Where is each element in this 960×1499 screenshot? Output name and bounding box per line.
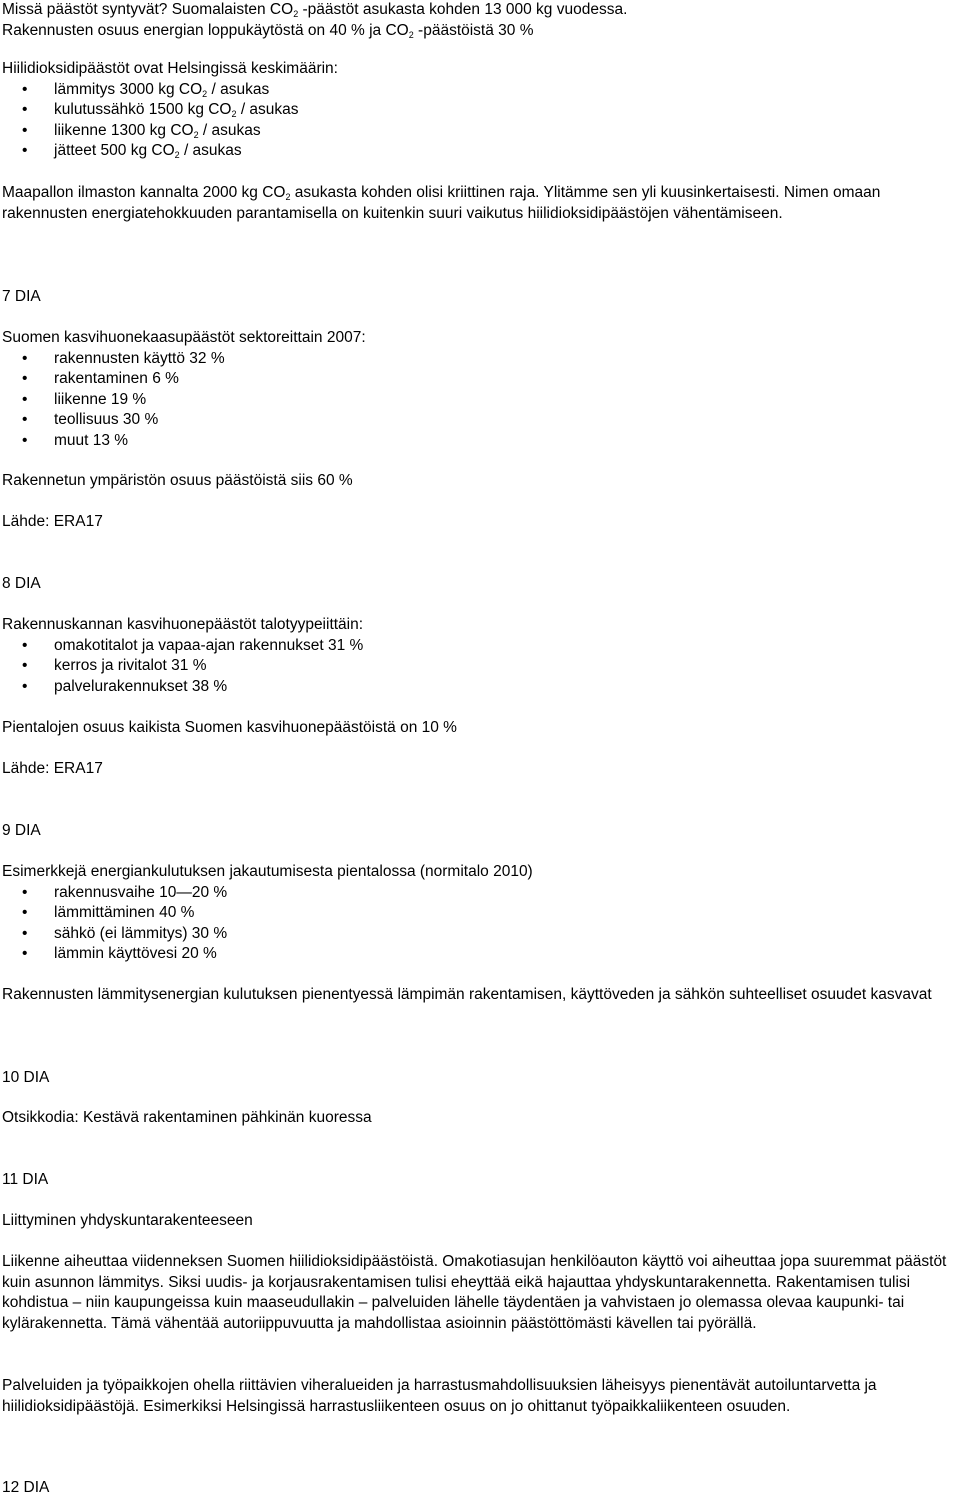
bullet-icon: • [22, 945, 28, 962]
bullet-icon: • [22, 80, 28, 98]
dia7-source: Lähde: ERA17 [2, 513, 103, 530]
bullet-icon: • [22, 677, 28, 695]
list-item: • jätteet 500 kg $CO_2$ / asukas [22, 142, 242, 160]
helsinki-block [2, 59, 947, 162]
list-item: • sähkö (ei lämmitys) 30 % [2, 924, 947, 945]
intro-line-2: Rakennusten osuus energian loppukäytöstä on 40 % ja $CO_2$ -päästöistä 30 % [2, 21, 534, 40]
bullet-icon: • [22, 636, 28, 654]
dia9-heading: Esimerkkejä energiankulutuksen jakautumisesta pientalossa (normitalo 2010) [2, 863, 533, 880]
bullet-icon: • [22, 142, 28, 159]
dia8-label: 8 DIA [2, 575, 41, 592]
list-item: • palvelurakennukset 38 % [2, 677, 947, 698]
bullet-icon: • [22, 431, 28, 449]
list-item: • rakentaminen 6 % [2, 369, 947, 390]
list-item: • liikenne 1300 kg $CO_2$ / asukas [22, 121, 261, 140]
list-item: • muut 13 % [2, 431, 947, 452]
dia11-paragraph-2: Palveluiden ja työpaikkojen ohella riittävien viheralueiden ja harrastusmahdollisuuksien läheisyys pienentävät autoiluntarvetta ja hiilidioksidipäästöjä. Esimerkiksi Helsingissä harrastusliikenteen osuus on jo ohittanut työpaikkaliikenteen osuuden. [2, 1377, 877, 1415]
dia7-block [2, 328, 947, 451]
dia7-heading: Suomen kasvihuonekaasupäästöt sektoreittain 2007: [2, 329, 366, 346]
dia9-label: 9 DIA [2, 822, 41, 839]
helsinki-heading: Hiilidioksidipäästöt ovat Helsingissä keskimäärin: [2, 60, 338, 77]
dia11-heading: Liittyminen yhdyskuntarakenteeseen [2, 1212, 253, 1229]
dia11-label: 11 DIA [2, 1171, 49, 1188]
dia7-label: 7 DIA [2, 288, 41, 305]
bullet-icon: • [22, 101, 28, 118]
intro-block [2, 0, 947, 41]
bullet-icon: • [22, 883, 28, 901]
list-item: • teollisuus 30 % [2, 410, 947, 431]
list-item: • lämmitys 3000 kg $CO_2$ / asukas [22, 80, 270, 99]
intro-line-1: Missä päästöt syntyvät? Suomalaisten $CO_2$ -päästöt asukasta kohden 13 000 kg vuodessa. [2, 1, 628, 19]
dia10-label: 10 DIA [2, 1069, 50, 1086]
list-item: • rakennusten käyttö 32 % [2, 349, 947, 370]
bullet-icon: • [22, 924, 28, 942]
bullet-icon: • [22, 390, 28, 408]
dia7-share: Rakennetun ympäristön osuus päästöistä siis 60 % [2, 472, 353, 489]
list-item: • omakotitalot ja vapaa-ajan rakennukset 31 % [2, 636, 947, 657]
list-item: • kulutussähkö 1500 kg $CO_2$ / asukas [22, 101, 299, 119]
bullet-icon: • [22, 411, 28, 428]
bullet-icon: • [22, 370, 28, 387]
dia8-share: Pientalojen osuus kaikista Suomen kasvihuonepäästöistä on 10 % [2, 719, 457, 736]
dia8-source: Lähde: ERA17 [2, 760, 103, 777]
dia8-block [2, 615, 947, 697]
bullet-icon: • [22, 904, 28, 921]
maapallo-paragraph: Maapallon ilmaston kannalta 2000 kg $CO_2$ asukasta kohden olisi kriittinen raja. Ylitämme sen yli kuusinkertaisesti. Nimen omaan rakennusten energiatehokkuuden parantamisella on kuitenkin suuri vaikutus hiilidioksidipäästöjen vähentämiseen. [2, 184, 881, 222]
list-item: • rakennusvaihe 10—20 % [2, 883, 947, 904]
list-item: • kerros ja rivitalot 31 % [2, 656, 947, 677]
dia9-block [2, 862, 947, 965]
dia9-note: Rakennusten lämmitysenergian kulutuksen pienentyessä lämpimän rakentamisen, käyttöveden ja sähkön suhteelliset osuudet kasvavat [2, 986, 932, 1003]
dia12-label: 12 DIA [2, 1479, 50, 1496]
dia10-text: Otsikkodia: Kestävä rakentaminen pähkinän kuoressa [2, 1109, 372, 1126]
bullet-icon: • [22, 121, 28, 139]
dia11-paragraph-1: Liikenne aiheuttaa viidenneksen Suomen hiilidioksidipäästöistä. Omakotiasujan henkilöauton käyttö voi aiheuttaa jopa suuremmat päästöt kuin asunnon lämmitys. Siksi uudis- ja korjausrakentamisen tulisi eheyttää eikä hajauttaa yhdyskuntarakennetta. Rakentamisen tulisi kohdistua – niin kaupungeissa kuin maaseudullakin – palveluiden lähelle täydentäen ja vahvistaen jo olemassa olevaa kaupunki- tai kylärakennetta. Tämä vähentää autoriippuvuutta ja mahdollistaa asioinnin päästöttömästi kävellen tai pyörällä. [2, 1253, 947, 1332]
bullet-icon: • [22, 657, 28, 674]
list-item: • lämmin käyttövesi 20 % [2, 944, 947, 965]
bullet-icon: • [22, 349, 28, 367]
list-item: • liikenne 19 % [2, 390, 947, 411]
list-item: • lämmittäminen 40 % [2, 903, 947, 924]
dia8-heading: Rakennuskannan kasvihuonepäästöt talotyypeiittäin: [2, 616, 364, 633]
